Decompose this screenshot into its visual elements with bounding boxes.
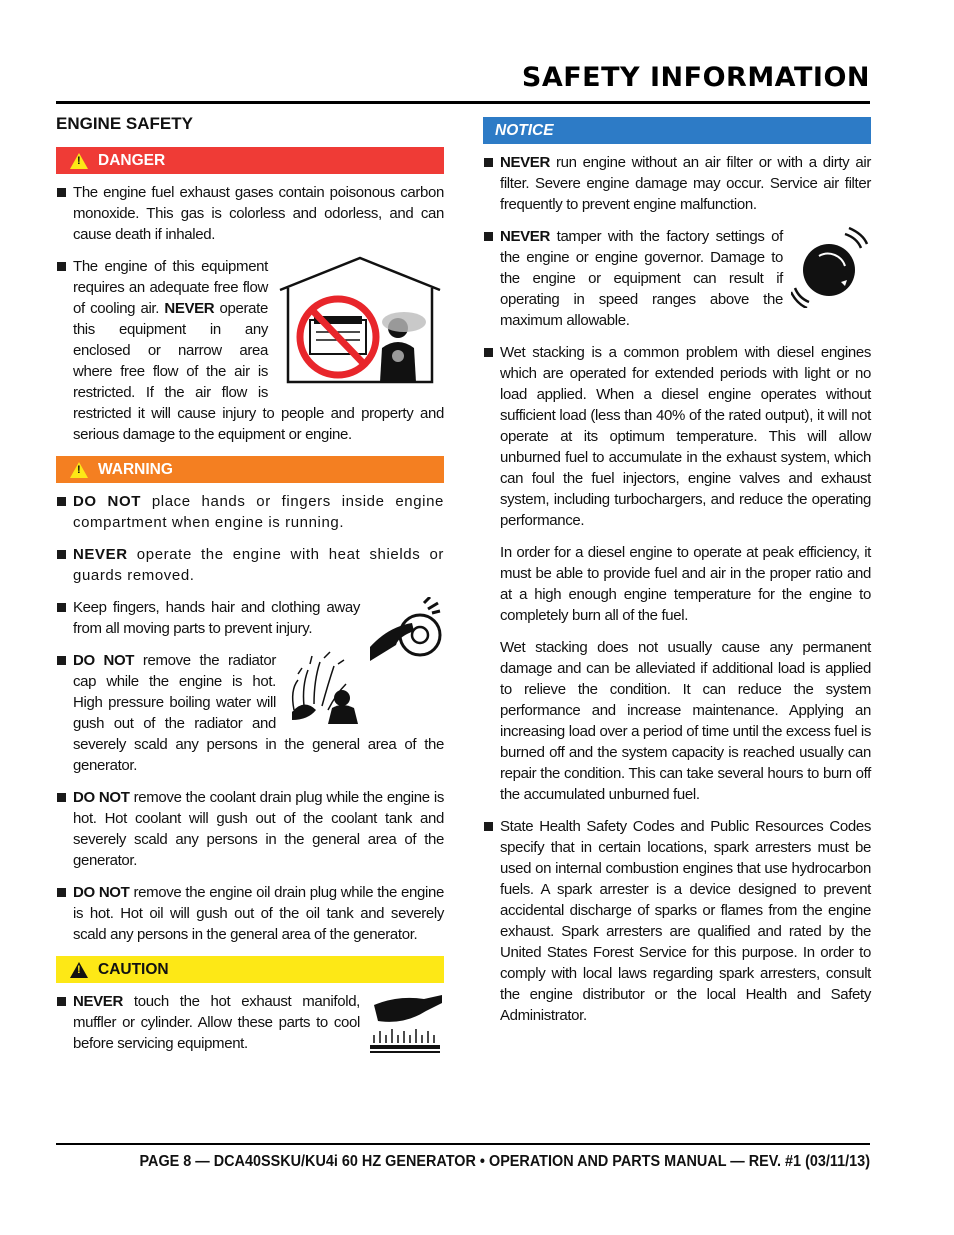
- right-column: [483, 117, 871, 1037]
- danger-item-cooling-air: The engine of this equipment requires an adequate free flow of cooling air. NEVER operate this equipment in any enclosed or narrow area where free flow of the air is restricted. If the air flow is restricted it will cause injury to people and property and serious damage to the equipment or engine.: [56, 256, 444, 445]
- enclosed-area-icon: [276, 256, 444, 386]
- warning-item-heat-shields: NEVER operate the engine with heat shields or guards removed.: [56, 544, 444, 586]
- notice-paragraph-alleviation: Wet stacking does not usually cause any permanent damage and can be alleviated if additional load is applied to relieve the condition. It can reduce the system performance and increase maintenance. Applying an increasing load over a period of time until the excess fuel is burned off and the system capacity is reached usually can repair the condition. This can take several hours to burn off the accumulated unburned fuel.: [500, 639, 872, 803]
- governor-dial-icon: [791, 226, 871, 308]
- hot-surface-hand-icon: [368, 991, 444, 1055]
- warning-banner: [56, 456, 444, 483]
- notice-banner: [483, 117, 871, 144]
- notice-item-spark-arresters: State Health Safety Codes and Public Resources Codes specify that in certain locations, spark arresters must be used on internal combustion engines that use hydrocarbon fuels. A spark arrester is a device designed to prevent accidental discharge of sparks or flames from the engine exhaust. Spark arresters are qualified and rated by the United States Forest Service for this purpose. In order to comply with local laws regarding spark arresters, consult the engine distributor or the local Health and Safety Administrator.: [483, 816, 871, 1026]
- warning-label: WARNING: [98, 460, 173, 478]
- danger-label: DANGER: [98, 151, 166, 169]
- warning-triangle-icon: [70, 462, 88, 478]
- notice-item-wet-stacking: Wet stacking is a common problem with diesel engines which are operated for extended periods with light or no load applied. When a diesel engine operates without sufficient load (less than 40% of the rated output), it will not operate at its optimum temperature. This will allow unburned fuel to accumulate in the exhaust system, which can foul the fuel injectors, engine valves and exhaust system, including turbochargers, and reduce the operating performance.: [483, 342, 871, 531]
- warning-item-oil-drain: DO NOT remove the engine oil drain plug while the engine is hot. Hot oil will gush out of the oil tank and severely scald any persons in the general area of the generator.: [56, 882, 444, 945]
- warning-triangle-icon: [70, 153, 88, 169]
- warning-item-radiator-cap: DO NOT remove the radiator cap while the engine is hot. High pressure boiling water will gush out of the radiator and severely scald any persons in the general area of the generator.: [56, 650, 444, 776]
- left-column: [56, 112, 444, 1065]
- caution-label: CAUTION: [98, 960, 169, 978]
- section-heading-engine-safety: ENGINE SAFETY: [56, 114, 193, 133]
- notice-item-governor: NEVER tamper with the factory settings of the engine or engine governor. Damage to the engine or equipment can result if operating in speed ranges above the maximum allowable.: [483, 226, 871, 331]
- warning-triangle-icon: [70, 962, 88, 978]
- danger-item-exhaust-gas: The engine fuel exhaust gases contain poisonous carbon monoxide. This gas is colorless and odorless, and can cause death if inhaled.: [56, 182, 444, 245]
- notice-item-air-filter: NEVER run engine without an air filter or with a dirty air filter. Severe engine damage may occur. Service air filter frequently to prevent engine malfunction.: [483, 152, 871, 215]
- footer-rule: [56, 1143, 870, 1145]
- notice-paragraph-peak-efficiency: In order for a diesel engine to operate at peak efficiency, it must be able to provide fuel and air in the proper ratio and at a high enough engine temperature for the engine to completely burn all of the fuel.: [500, 544, 871, 624]
- danger-banner: [56, 147, 444, 174]
- warning-item-coolant-drain: DO NOT remove the coolant drain plug while the engine is hot. Hot coolant will gush out of the coolant tank and severely scald any persons in the general area of the generator.: [56, 787, 444, 871]
- scalding-water-icon: [284, 650, 360, 724]
- caution-banner: [56, 956, 444, 983]
- page-footer: PAGE 8 — DCA40SSKU/KU4i 60 HZ GENERATOR • OPERATION AND PARTS MANUAL — REV. #1 (03/11/13): [139, 1153, 870, 1170]
- caution-item-hot-surfaces: NEVER touch the hot exhaust manifold, muffler or cylinder. Allow these parts to cool before servicing equipment.: [56, 991, 444, 1054]
- page-title: SAFETY INFORMATION: [521, 62, 870, 93]
- warning-item-moving-parts: Keep fingers, hands hair and clothing away from all moving parts to prevent injury.: [56, 597, 444, 639]
- notice-label: NOTICE: [495, 121, 554, 139]
- warning-item-hands: DO NOT place hands or fingers inside engine compartment when engine is running.: [56, 491, 444, 533]
- header-rule: [56, 101, 870, 104]
